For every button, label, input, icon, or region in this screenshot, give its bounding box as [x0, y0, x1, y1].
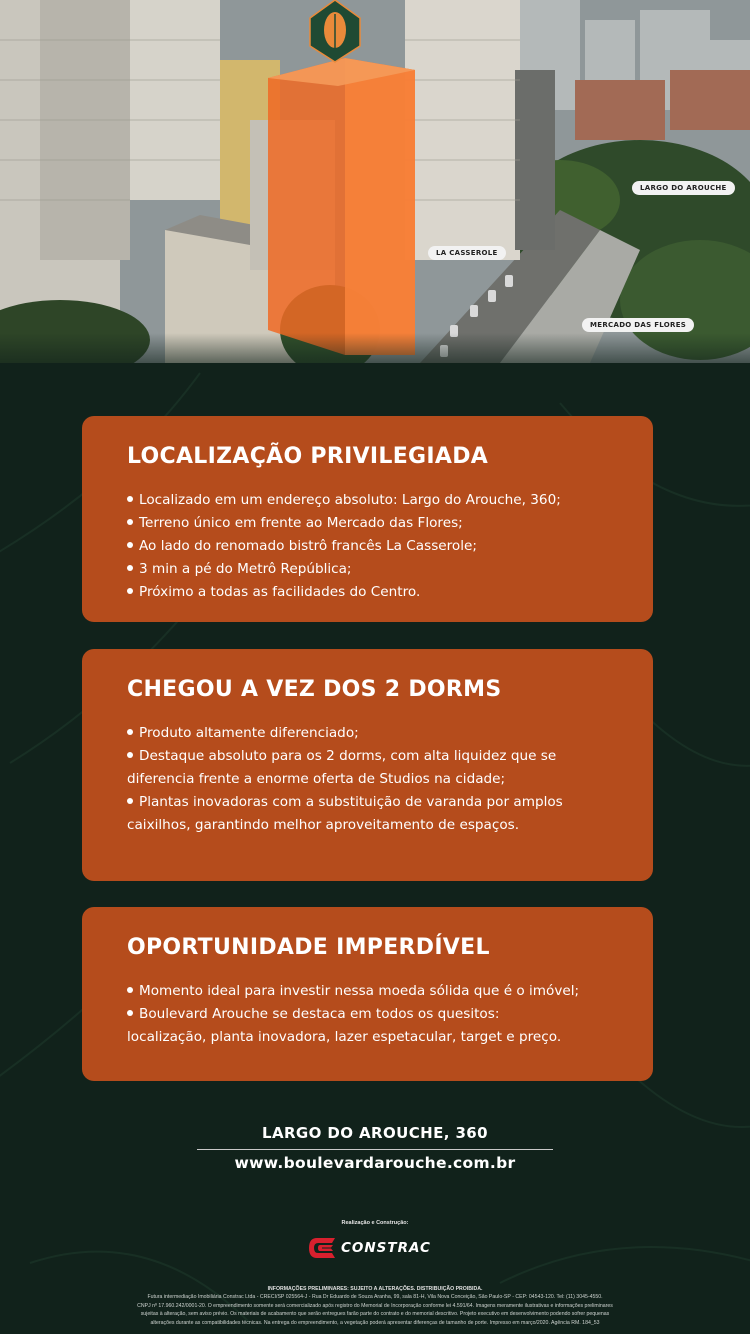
bullet-icon [127, 588, 133, 594]
legal-heading: INFORMAÇÕES PRELIMINARES: SUJEITO A ALTERAÇÕES. DISTRIBUIÇÃO PROIBIDA. [267, 1286, 483, 1292]
card-2-dorms [82, 649, 653, 881]
realizacao-label: Realização e Construção: [341, 1220, 409, 1226]
card-localizacao [82, 416, 653, 622]
list-item: Momento ideal para investir nessa moeda sólida que é o imóvel; [127, 980, 623, 1003]
list-item: 3 min a pé do Metrô República; [127, 558, 623, 581]
legal-line: Futura intermediação Imobiliária Constrac Ltda - CRECI/SP 025564-J - Rua Dr Eduardo de Souza Aranha, 99, sala 81-H, Vila Nova Conceição, São Paulo-SP - CEP: 04543-120. Tel: (11) 3045-4550. [147, 1294, 603, 1301]
feature-list [127, 722, 623, 837]
feature-list [127, 980, 623, 1049]
website-link[interactable]: www.boulevardarouche.com.br [234, 1154, 516, 1172]
feature-list [127, 489, 623, 604]
list-item: Destaque absoluto para os 2 dorms, com alta liquidez que se [127, 745, 623, 768]
bullet-icon [127, 542, 133, 548]
bullet-icon [127, 496, 133, 502]
legal-line: CNPJ nº 17.960.242/0001-20. O empreendimento somente será comercializado após registro do Memorial de Incorporação conforme lei 4.591/64. Imagens meramente ilustrativas e informações preliminares [137, 1302, 613, 1309]
address-heading: LARGO DO AROUCHE, 360 [262, 1124, 488, 1142]
list-item: Próximo a todas as facilidades do Centro. [127, 581, 623, 604]
card-oportunidade [82, 907, 653, 1081]
card-title: LOCALIZAÇÃO PRIVILEGIADA [127, 444, 489, 469]
bullet-icon [127, 729, 133, 735]
list-item-continuation: diferencia frente a enorme oferta de Studios na cidade; [127, 771, 506, 787]
list-item: Ao lado do renomado bistrô francês La Casserole; [127, 535, 623, 558]
legal-line: alterações durante as compatibilidades técnicas. Na entrega do empreendimento, a vegetação poderá apresentar diferenças de tamanho de porte. Impresso em março/2020. Agência RM. 184_53 [150, 1319, 600, 1326]
hero-fade [0, 333, 750, 363]
constrac-logo [305, 1234, 455, 1264]
constrac-logo-icon [305, 1234, 339, 1262]
card-title: CHEGOU A VEZ DOS 2 DORMS [127, 677, 502, 702]
bullet-icon [127, 519, 133, 525]
legal-disclaimer [85, 1285, 665, 1327]
bullet-icon [127, 565, 133, 571]
bullet-icon [127, 752, 133, 758]
list-item-continuation: caixilhos, garantindo melhor aproveitamento de espaços. [127, 817, 520, 833]
legal-line: sujeitas à alteração, sem aviso prévio. Os materiais de acabamento que serão entregues farão parte do contrato e do memorial descritivo. Projeto executivo em desenvolvimento podendo sofrer pequenas [140, 1311, 610, 1318]
list-item: Plantas inovadoras com a substituição de varanda por amplos [127, 791, 623, 814]
label-largo-do-arouche: LARGO DO AROUCHE [632, 181, 735, 195]
list-item: Localizado em um endereço absoluto: Largo do Arouche, 360; [127, 489, 623, 512]
label-la-casserole: LA CASSEROLE [428, 246, 506, 260]
label-mercado-das-flores: MERCADO DAS FLORES [582, 318, 694, 332]
bullet-icon [127, 1010, 133, 1016]
list-item: Terreno único em frente ao Mercado das Flores; [127, 512, 623, 535]
list-item: Boulevard Arouche se destaca em todos os quesitos: [127, 1003, 623, 1026]
card-title: OPORTUNIDADE IMPERDÍVEL [127, 935, 490, 960]
constrac-wordmark: CONSTRAC [341, 1240, 431, 1256]
bullet-icon [127, 798, 133, 804]
hero-aerial-photo [0, 0, 750, 363]
divider [197, 1149, 553, 1150]
list-item: Produto altamente diferenciado; [127, 722, 623, 745]
bullet-icon [127, 987, 133, 993]
list-item-continuation: localização, planta inovadora, lazer espetacular, target e preço. [127, 1029, 562, 1045]
